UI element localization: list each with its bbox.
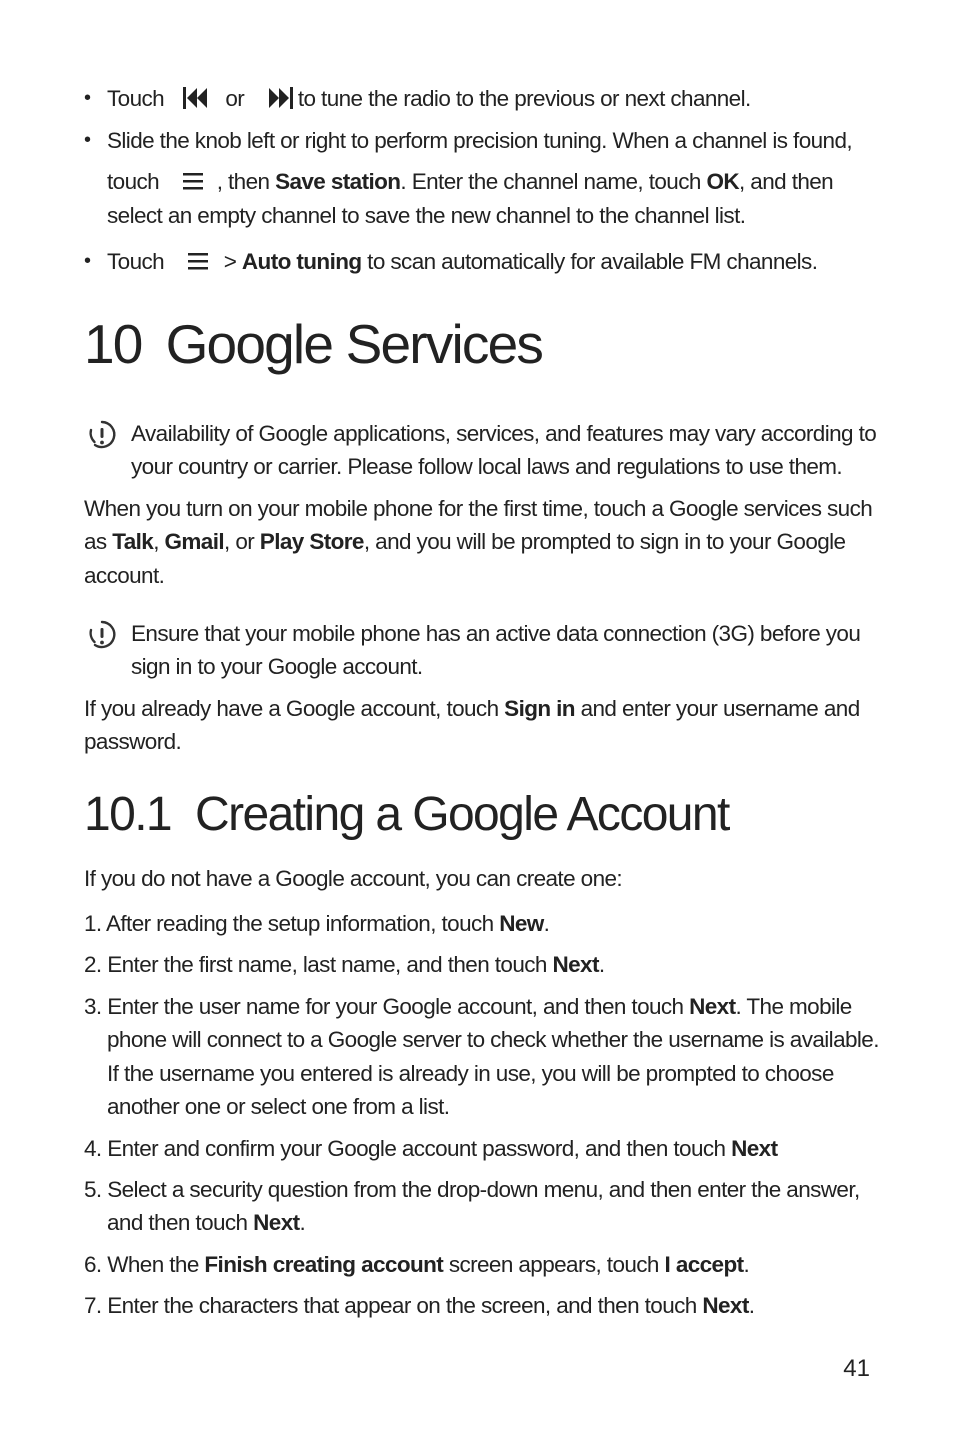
menu-icon [183, 171, 203, 191]
i-accept-label: I accept [664, 1252, 744, 1277]
info-note-icon [86, 619, 118, 651]
text: Enter the characters that appear on the screen, and then touch [107, 1293, 697, 1318]
text: , and you will be prompted to sign in to your Google [363, 529, 846, 554]
bullet-dot: • [84, 129, 91, 151]
next-label: Next [253, 1210, 300, 1235]
text: or [225, 86, 245, 111]
section-title: Creating a Google Account [195, 788, 729, 841]
step-number: 6. [84, 1252, 102, 1277]
ok-label: OK [706, 169, 739, 194]
text: Availability of Google applications, services, and features may vary according to [131, 421, 877, 446]
text: screen appears, touch [448, 1252, 659, 1277]
text: , and then [739, 169, 834, 194]
save-station-label: Save station [275, 169, 401, 194]
step-2 [84, 948, 605, 981]
text: and then touch [107, 1210, 248, 1235]
step-6 [84, 1248, 749, 1281]
next-label: Next [689, 994, 736, 1019]
text: When you turn on your mobile phone for the first time, touch a Google services such [84, 496, 873, 521]
chapter-heading [84, 314, 542, 374]
text: account. [84, 563, 165, 588]
finish-creating-account-label: Finish creating account [204, 1252, 444, 1277]
next-label: Next [731, 1136, 778, 1161]
text: to tune the radio to the previous or next channel. [297, 86, 751, 111]
text: Enter and confirm your Google account password, and then touch [107, 1136, 726, 1161]
section-number: 10.1 [84, 788, 172, 841]
info-note-icon [86, 419, 118, 451]
step-4 [84, 1132, 777, 1165]
auto-tuning-label: Auto tuning [241, 249, 362, 274]
text: . [543, 911, 550, 936]
text: to scan automatically for available FM channels. [367, 249, 818, 274]
text: Ensure that your mobile phone has an active data connection (3G) before you [131, 621, 861, 646]
text: Select a security question from the drop-down menu, and then enter the answer, [107, 1177, 860, 1202]
next-label: Next [552, 952, 599, 977]
next-label: Next [702, 1293, 749, 1318]
step-1 [84, 907, 549, 940]
text: password. [84, 729, 182, 754]
text: as [84, 529, 107, 554]
text: phone will connect to a Google server to check whether the username is available. [107, 1027, 879, 1052]
step-number: 5. [84, 1177, 102, 1202]
new-label: New [499, 911, 544, 936]
intro-text: If you do not have a Google account, you can create one: [84, 866, 623, 891]
text: . [748, 1293, 755, 1318]
text: and enter your username and [580, 696, 860, 721]
chapter-title: Google Services [165, 313, 543, 375]
text: another one or select one from a list. [107, 1094, 450, 1119]
sign-in-label: Sign in [504, 696, 575, 721]
text: . [299, 1210, 306, 1235]
text: touch [107, 169, 160, 194]
page-number: 41 [843, 1355, 870, 1382]
text: Touch [107, 249, 165, 274]
text: your country or carrier. Please follow local laws and regulations to use them. [131, 454, 843, 479]
step-number: 3. [84, 994, 102, 1019]
step-number: 2. [84, 952, 102, 977]
text: If you already have a Google account, touch [84, 696, 499, 721]
menu-icon [188, 251, 208, 271]
text: , [153, 529, 159, 554]
step-7 [84, 1289, 754, 1322]
text: After reading the setup information, touch [106, 911, 494, 936]
text: , or [224, 529, 255, 554]
text: > [223, 249, 237, 274]
text: Touch [107, 86, 165, 111]
text: Enter the first name, last name, and then touch [107, 952, 547, 977]
text: Enter the user name for your Google account, and then touch [107, 994, 684, 1019]
step-number: 4. [84, 1136, 102, 1161]
text: select an empty channel to save the new channel to the channel list. [107, 203, 746, 228]
gmail-label: Gmail [164, 529, 225, 554]
text: sign in to your Google account. [131, 654, 423, 679]
bullet-dot: • [84, 87, 91, 109]
text: . Enter the channel name, touch [400, 169, 701, 194]
talk-label: Talk [112, 529, 154, 554]
step-number: 1. [84, 911, 102, 936]
text: Slide the knob left or right to perform precision tuning. When a channel is found, [107, 128, 853, 153]
text: When the [107, 1252, 199, 1277]
play-store-label: Play Store [259, 529, 364, 554]
chapter-number: 10 [84, 313, 142, 375]
bullet-dot: • [84, 250, 91, 272]
section-heading [84, 787, 729, 843]
text: . [743, 1252, 750, 1277]
skip-next-icon [266, 85, 296, 111]
skip-previous-icon [180, 85, 210, 111]
text: , then [216, 169, 270, 194]
step-number: 7. [84, 1293, 102, 1318]
text: . [598, 952, 605, 977]
text: . The mobile [735, 994, 852, 1019]
text: If the username you entered is already in use, you will be prompted to choose [107, 1061, 834, 1086]
